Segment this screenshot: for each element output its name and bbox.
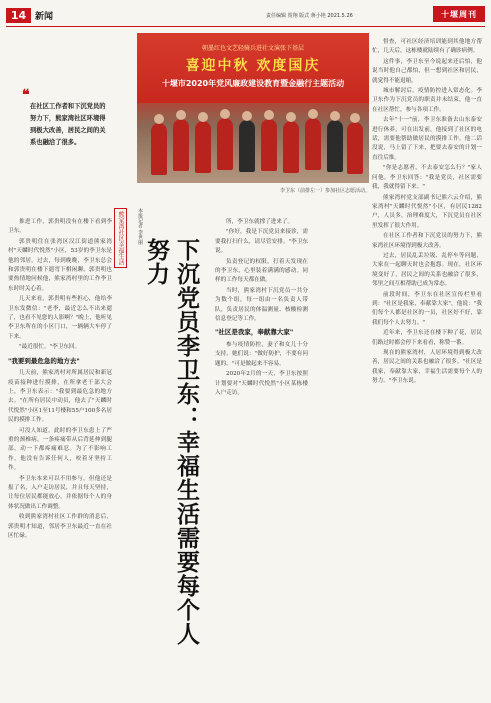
paragraph: 郭贵明住在张湾区汉江街道熊家湾村"天麟时代悦然"小区，53岁的李卫东是他的邻居，过去，每到晚晚，李卫东总会和郭贵明在楼下遛弯下棋闲聊。郭贵明也要热情地问候他，熊家湾村里的工作李卫东时时关心着。 — [8, 238, 112, 292]
page-number: 14 — [6, 8, 31, 23]
paragraph: 收到熊家湾村社区工作群的消息后，郭贵明才知道，邻居李卫东最近一直在社区忙碌。 — [8, 514, 112, 539]
byline: 本报记者 李世丽 — [137, 208, 143, 245]
paragraph: 李卫东本来可以不用参与，但他还是报了名，入户走访居民，并且每天坚持，让每位居民都能放心，并依据每个人的身体状况做出工作调整。 — [8, 475, 112, 510]
paragraph: 现在的熊家湾村，人居环境得到极大改善，居民之间的关系也融洽了很多。"社区是我家，奉献靠大家，幸福生活需要每个人的努力。"李卫东说。 — [372, 350, 482, 385]
photo-caption: 李卫东（前排左一）参加社区志愿活动。 — [279, 188, 370, 194]
paragraph: 近年来，李卫东还在楼下种了花，居民们路过时都会停下来看看，称赞一番。 — [372, 330, 482, 346]
paragraph: 参与疫情防控，妻子和女儿十分支持，她们说："做好防护，不要有问题的。"可是做起来不容易。 — [215, 341, 308, 367]
photo-person — [347, 122, 363, 174]
paragraph: 在社区工作者和下沉党员的努力下，熊家湾社区环境得到极大改善。 — [372, 233, 482, 249]
paragraph: 几天前，熊家湾村对所属居民和新冠疫苗接种进行摸排，在所拿老千部大会上，李卫东表示："我要到最危急的地方去。"在所有居民中动员，他去了"天麟时代悦然"小区1至11号楼和55户100多名居民的摸排工作。 — [8, 370, 112, 424]
photo-person — [151, 123, 167, 175]
editor-credits: 责任编辑 贺翔 版式 蒋小艳 2021.5.26 — [266, 13, 353, 19]
photo-person — [217, 118, 233, 170]
paragraph: 当时，熊家湾村下沉党员一共分为数个组，每一组由一名负责人带队，负责居民的体温测量、核酸检测信息登记等工作。 — [215, 287, 308, 323]
paragraph: 可没人知道，此时的李卫东患上了严重的颈椎病，一条疼痛带从后背延伸到腿部，动一下都疼痛难忍。为了不影响工作，他没有告诉任何人，咬着牙坚持工作。 — [8, 427, 112, 472]
subheading: "我要到最危急的地方去" — [8, 356, 80, 365]
paragraph: 推进工作，郭贵明没有在楼下看到李卫东。 — [8, 219, 112, 235]
paragraph: 督查，可社区经济培训能到其他地方帮忙，几天后，这栋楼就陆续有了确诊病例。 — [372, 39, 482, 55]
photo-person — [195, 121, 211, 173]
section-name: 新闻 — [35, 12, 54, 22]
subheading: "社区是我家，奉献靠大家" — [215, 328, 294, 337]
banner-slogan: 十堰市2020年党风廉政建设教育暨金融行主题活动 — [161, 79, 345, 88]
paragraph: 熊家湾村党支部副书记熊六云介绍，熊家湾村"天麟时代悦然"小区，有居民1282户，人员多，治理难度大，下沉党员在社区里发挥了很大作用。 — [372, 194, 482, 229]
paragraph: 几天来看，郭贵明有些担心，他给李卫东发微信："老李，最近怎么不出来遛了，也看不见您的人影啊？"晚上，他听见李卫东所在的小区门口，一辆辆大车停了下来。 — [8, 296, 112, 340]
paragraph: 所，李卫东就撑了进来了。 — [226, 219, 294, 225]
event-photo — [137, 33, 369, 183]
page-header — [0, 0, 491, 30]
quote-mark-icon: ❝ — [22, 87, 30, 103]
banner-title: 喜迎中秋 欢度国庆 — [185, 58, 321, 74]
photo-person — [327, 120, 343, 172]
pull-quote — [22, 87, 106, 149]
header-rule — [6, 26, 485, 27]
photo-people — [137, 105, 369, 183]
pull-quote-text: 在社区工作者和下沉党员的努力下，熊家湾社区环境得到极大改善，居民之间的关系也融洽了很多。 — [30, 103, 106, 146]
paragraph: 前段时间，李卫东在社区宣传栏里看到："社区是我家，奉献靠大家"，他说："我们每个人都是社区的一员，社区好不好，靠我们每个人去努力。" — [372, 291, 482, 326]
paragraph: 过去，居民乱丢垃圾、乱停车等问题，大家在一起聊天时也会抱怨。现在，社区环境变好了，居民之间的关系也融洽了很多，邻里之间互相帮助已成为常态。 — [372, 252, 482, 288]
banner-subtitle: 朝墨红色文艺轻骑兵进社文演张下基层 — [201, 45, 304, 52]
paragraph: "最近很忙。"李卫东回。 — [19, 344, 81, 351]
paragraph: "你好，我是下沉党员来接诊，需要我打扫什么，请尽管安排。"李卫东说。 — [215, 229, 308, 255]
paragraph: 负责登记的权限，打着天发现在的李卫东，心里装着满满的感动。同样的工作每天都在做。 — [215, 258, 308, 284]
photo-person — [283, 121, 299, 173]
paragraph: 去年"十一"前，李卫东准备去山东泰安进行休养，可在出发前，他接到了社区的电话，需要他帮助做居民的摸排工作。他二话没说，马上留了下来，把要去泰安的计划一直往后推。 — [372, 117, 482, 161]
article-column-right — [372, 38, 482, 698]
paragraph: "你是志愿者，不去泰安怎么行？"家人问他。李卫东回答："我是党员，社区需要我，我就得留下来。" — [372, 165, 482, 191]
paragraph: 2020年2月的一天，李卫东按照计划要对"天麟时代悦然"小区某栋楼入户走访。 — [215, 371, 308, 396]
photo-person — [239, 120, 255, 172]
photo-person — [261, 119, 277, 171]
photo-person — [305, 118, 321, 170]
paragraph: 这件事，李卫东至今说起来还后怕，他说当时他自己都怕，但一想到社区和居民，就觉得不能退缩。 — [372, 58, 482, 84]
paper-logo: 十堰周刊 — [433, 6, 485, 22]
paragraph: 城市解封后，疫情防控进入常态化。李卫东作为下沉党员的职责并未结束，他一直在社区帮忙，参与各项工作。 — [372, 88, 482, 113]
headline: 下沉党员李卫东：幸福生活需要每个人努力 — [143, 238, 200, 646]
article-column-middle — [215, 218, 308, 698]
photo-banner — [137, 33, 369, 103]
column-label: 熊家湾社区幸福生活 — [114, 208, 127, 268]
photo-person — [173, 119, 189, 171]
article-column-left — [8, 218, 112, 698]
